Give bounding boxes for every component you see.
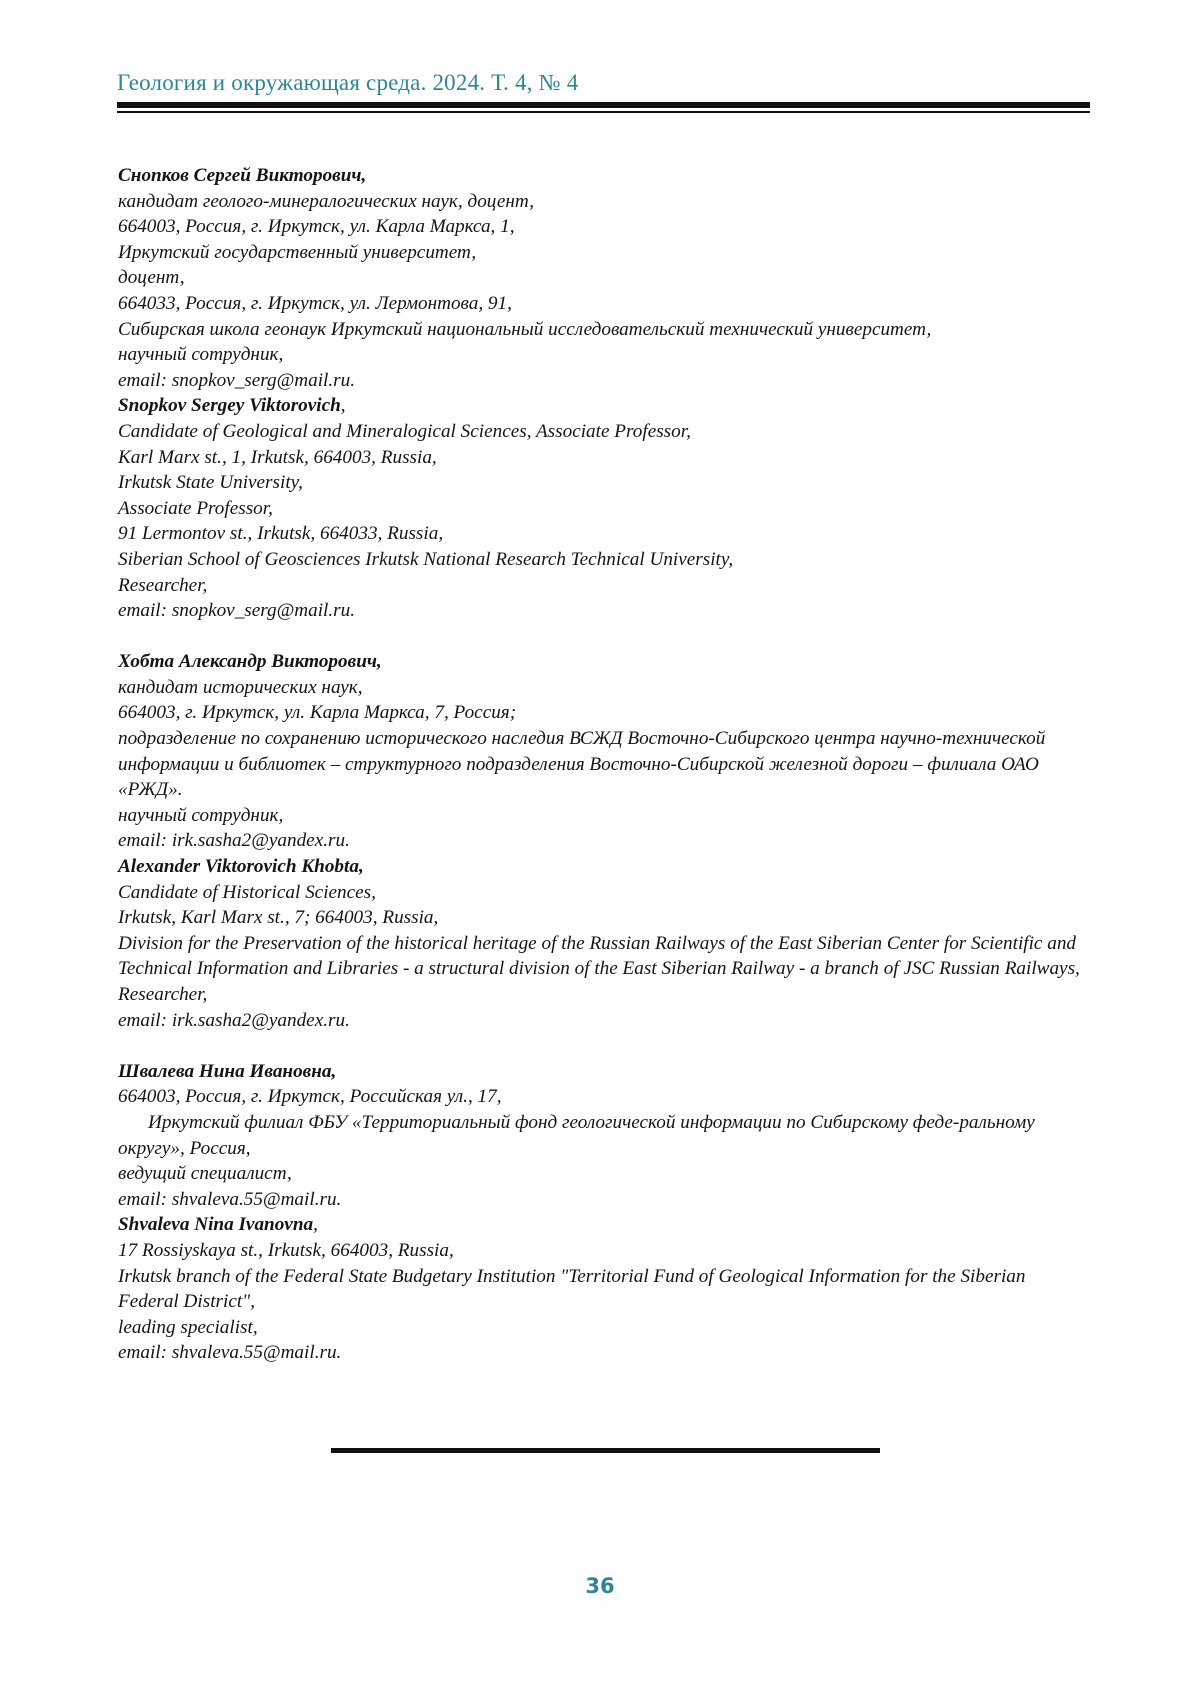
author-address: 664003, Россия, г. Иркутск, Российская ул., 17, (118, 1086, 502, 1108)
author-email: email: irk.sasha2@yandex.ru. (118, 830, 350, 852)
author-address: 664033, Россия, г. Иркутск, ул. Лермонтова, 91, (118, 292, 512, 314)
author-block-ru (118, 649, 1090, 854)
author-info-content (118, 163, 1090, 1366)
author-email: email: snopkov_serg@mail.ru. (118, 600, 356, 622)
author-position: научный сотрудник, (118, 344, 284, 366)
author-name-ru: Снопков Сергей Викторович, (118, 165, 367, 186)
author-degree: Candidate of Historical Sciences, (118, 881, 376, 903)
author-position: Researcher, (118, 984, 208, 1005)
author-email: email: shvaleva.55@mail.ru. (118, 1188, 342, 1210)
author-degree: Candidate of Geological and Mineralogical Sciences, Associate Professor, (118, 420, 691, 442)
section-gap (118, 624, 1090, 650)
author-address: 664003, г. Иркутск, ул. Карла Маркса, 7, Россия; (118, 702, 517, 724)
author-name-en-line (118, 393, 1090, 419)
author-block-en (118, 854, 1090, 1033)
author-email: email: irk.sasha2@yandex.ru. (118, 1009, 350, 1031)
section-gap (118, 1033, 1090, 1059)
author-affiliation: Irkutsk branch of the Federal State Budgetary Institution "Territorial Fund of Geological Information for the Siberian Federal District", (118, 1265, 1026, 1313)
header-rule-thin (117, 111, 1090, 113)
author-position: доцент, (118, 267, 185, 289)
page-number: 36 (585, 1574, 615, 1598)
author-name-en: Shvaleva Nina Ivanovna (118, 1214, 314, 1236)
author-block-en (118, 393, 1090, 623)
author-name-ru: Хобта Александр Викторович, (118, 651, 382, 673)
author-affiliation: Siberian School of Geosciences Irkutsk National Research Technical University, (118, 548, 734, 570)
author-block-ru (118, 1059, 1090, 1213)
author-affiliation: Сибирская школа геонаук Иркутский национальный исследовательский технический университет, (118, 318, 932, 340)
author-affiliation: Irkutsk State University, (118, 472, 303, 494)
author-affiliation: Иркутский филиал ФБУ «Территориальный фонд геологической информации по Сибирскому феде-ральному округу», Россия, (118, 1111, 1035, 1159)
journal-header-title: Геология и окружающая среда. 2024. Т. 4, № 4 (117, 70, 579, 95)
header-rule-thick (117, 102, 1090, 108)
author-address: 17 Rossiyskaya st., Irkutsk, 664003, Russia, (118, 1239, 454, 1261)
footer-rule (331, 1448, 880, 1453)
author-degree: кандидат исторических наук, (118, 676, 363, 698)
author-block-ru (118, 163, 1090, 393)
author-name-en: Snopkov Sergey Viktorovich (118, 395, 341, 417)
author-address: Karl Marx st., 1, Irkutsk, 664003, Russia, (118, 446, 437, 468)
author-name-suffix: , (340, 395, 346, 417)
author-address: Irkutsk, Karl Marx st., 7; 664003, Russia, (118, 907, 439, 929)
author-block-en (118, 1212, 1090, 1366)
author-affiliation: подразделение по сохранению исторического наследия ВСЖД Восточно-Сибирского центра научно-технической информации и библиотек – структурного подразделения Восточно-Сибирской железной дороги – филиала ОАО «РЖД». (118, 728, 1046, 801)
author-affiliation: Иркутский государственный университет, (118, 241, 477, 263)
author-position: ведущий специалист, (118, 1163, 292, 1185)
author-address: 664003, Россия, г. Иркутск, ул. Карла Маркса, 1, (118, 216, 515, 238)
author-name-suffix: , (313, 1214, 318, 1236)
author-position: научный сотрудник, (118, 804, 284, 826)
author-name-ru: Швалева Нина Ивановна, (118, 1060, 337, 1082)
author-name-en: Alexander Viktorovich Khobta, (118, 856, 364, 878)
author-address: 91 Lermontov st., Irkutsk, 664033, Russia, (118, 523, 444, 545)
author-affiliation: Division for the Preservation of the historical heritage of the Russian Railways of the East Siberian Center for Scientific and Technical Information and Libraries - a structural division of the East Siberian Railway - a branch of JSC Russian Railways, (118, 932, 1080, 980)
author-position: leading specialist, (118, 1316, 258, 1338)
author-email: email: snopkov_serg@mail.ru. (118, 369, 356, 391)
author-name-en-line (118, 1212, 1090, 1238)
author-position: Researcher, (118, 574, 208, 596)
author-email: email: shvaleva.55@mail.ru. (118, 1342, 342, 1364)
author-degree: кандидат геолого-минералогических наук, доцент, (118, 190, 535, 212)
author-position: Associate Professor, (118, 497, 273, 519)
